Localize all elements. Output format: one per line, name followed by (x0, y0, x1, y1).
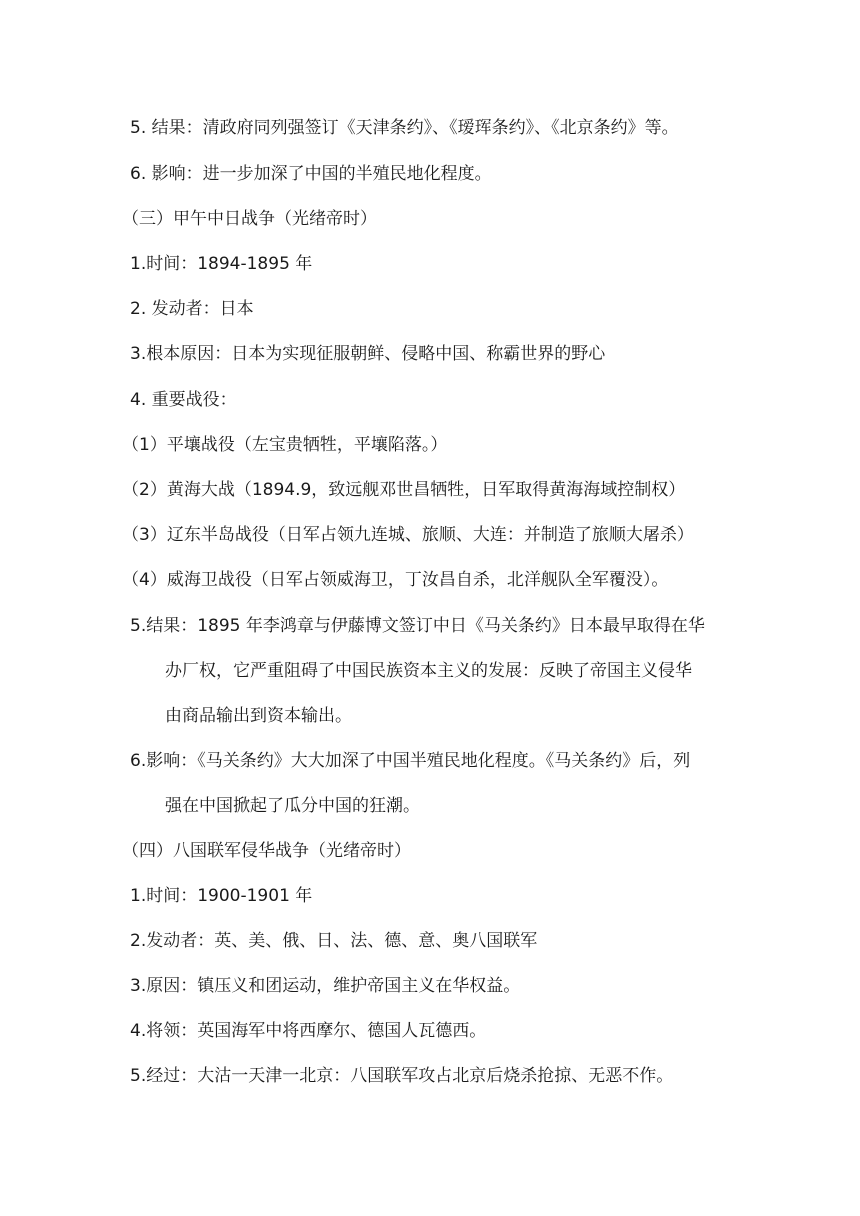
text-line-1: 5. 结果：清政府同列强签订《天津条约》、《瑷珲条约》、《北京条约》等。 (130, 118, 679, 138)
text-line-7: 4. 重要战役： (130, 390, 237, 410)
text-line-2: 6. 影响：进一步加深了中国的半殖民地化程度。 (130, 164, 492, 184)
text-line-19: 2.发动者：英、美、俄、日、法、德、意、奥八国联军 (130, 931, 538, 951)
text-line-12: 5.结果：1895 年李鸿章与伊藤博文签订中日《马关条约》日本最早取得在华 (130, 616, 705, 636)
text-line-6: 3.根本原因：日本为实现征服朝鲜、侵略中国、称霸世界的野心 (130, 344, 606, 364)
text-line-13: 办厂权，它严重阻碍了中国民族资本主义的发展：反映了帝国主义侵华 (165, 661, 692, 681)
battle-2: （2）黄海大战（1894.9，致远舰邓世昌牺牲，日军取得黄海海域控制权） (122, 480, 686, 500)
text-line-20: 3.原因：镇压义和团运动，维护帝国主义在华权益。 (130, 976, 521, 996)
text-line-21: 4.将领：英国海军中将西摩尔、德国人瓦德西。 (130, 1021, 487, 1041)
text-line-5: 2. 发动者：日本 (130, 299, 254, 319)
text-line-4: 1.时间：1894-1895 年 (130, 254, 313, 274)
section-heading-3: （三）甲午中日战争（光绪帝时） (122, 209, 377, 229)
text-line-22: 5.经过：大沽一天津一北京：八国联军攻占北京后烧杀抢掠、无恶不作。 (130, 1066, 674, 1086)
text-line-14: 由商品输出到资本输出。 (165, 706, 352, 726)
battle-1: （1）平壤战役（左宝贵牺牲，平壤陷落。） (122, 435, 448, 455)
text-line-18: 1.时间：1900-1901 年 (130, 886, 313, 906)
text-line-15: 6.影响：《马关条约》大大加深了中国半殖民地化程度。《马关条约》后，列 (130, 751, 691, 771)
text-line-16: 强在中国掀起了瓜分中国的狂潮。 (165, 796, 420, 816)
section-heading-4: （四）八国联军侵华战争（光绪帝时） (122, 841, 411, 861)
battle-4: （4）威海卫战役（日军占领威海卫，丁汝昌自杀，北洋舰队全军覆没）。 (122, 570, 669, 590)
battle-3: （3）辽东半岛战役（日军占领九连城、旅顺、大连：并制造了旅顺大屠杀） (122, 525, 694, 545)
